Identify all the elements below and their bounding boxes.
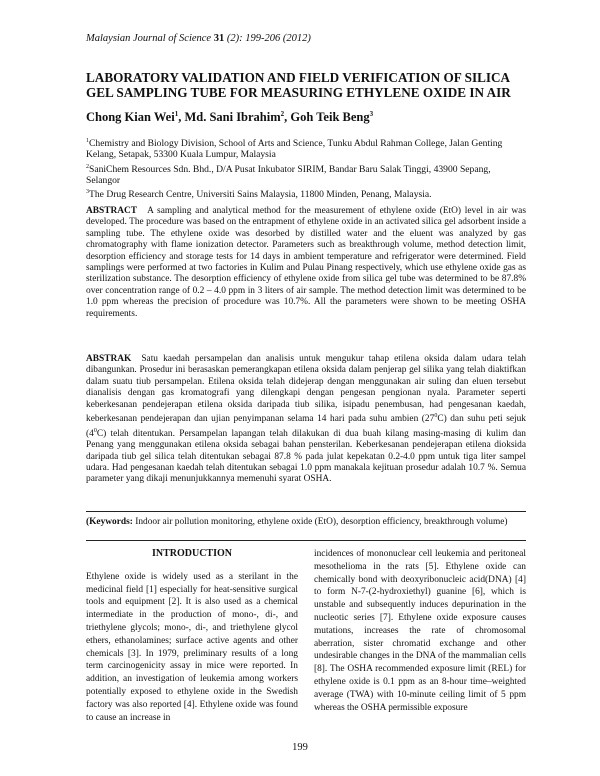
paper-title: LABORATORY VALIDATION AND FIELD VERIFICATION OF SILICA GEL SAMPLING TUBE FOR MEASURING ETHYLENE OXIDE IN AIR [86, 70, 511, 100]
abstrak-label: ABSTRAK [86, 354, 132, 364]
abstract-text: A sampling and analytical method for the measurement of ethylene oxide (EtO) level in air was developed. The procedure was based on the entrapment of ethylene oxide in an activated silica gel adsorbent inside a sampling tube. The ethylene oxide was desorbed by distilled water and the eluent was analyzed by gas chromatography with flame ionization detector. Parameters such as breakthrough volume, method detection limit, desorption efficiency and storage tests for 14 days in ambient temperature and refrigerator were determined. Field samplings were performed at two factories in Kulim and Pulau Pinang respectively, which use ethylene oxide gas as sterilization substance. The desorption efficiency of ethylene oxide from silica gel tube was determined to be 87.8% over concentration range of 0.2 – 4.0 ppm in 3 liters of air sample. The method detection limit was determined to be 1.0 ppm whereas the precision of procedure was 10.7%. All the parameters were shown to be meeting OSHA requirements. [86, 206, 526, 319]
author-name: Chong Kian Wei [86, 110, 175, 125]
keywords-label: (Keywords: [86, 517, 133, 527]
abstract-label: ABSTRACT [86, 206, 138, 216]
affiliations [86, 136, 526, 202]
affiliation: $^3$The Drug Research Centre, Universiti Sains Malaysia, 11800 Minden, Penang, Malaysia. [86, 189, 432, 201]
keywords [86, 517, 526, 528]
keywords-text: Indoor air pollution monitoring, ethylene oxide (EtO), desorption efficiency, breakthrough volume) [135, 517, 508, 527]
journal-header [86, 33, 311, 44]
affiliation: $^2$SaniChem Resources Sdn. Bhd., D/A Pusat Inkubator SIRIM, Bandar Baru Salak Tinggi, 43900 Sepang, Selangor [86, 163, 491, 186]
journal-volume: 31 [213, 33, 225, 44]
intro-right-column [314, 548, 526, 714]
author-sup: 3 [369, 110, 374, 118]
keywords-bottom-rule [86, 540, 526, 541]
journal-issue-pages: (2): 199-206 (2012) [226, 33, 311, 44]
abstrak: ABSTRAK Satu kaedah persampelan dan analisis untuk mengukur tahap etilena oksida dalam udara telah dibangunkan. Prosedur ini berasaskan pemerangkapan etilena oksida dalam penjerap gel silika yang telah diaktifkan dalam suatu tiub persampelan. Etilena oksida telah didejerap dengan menggunakan air suling dan eluen tersebut dianalisis dengan gas kromatografi yang dilengkapi dengan pengesan pengionan nyala. Parameter seperti keberkesanan pendejerapan etilena oksida daripada tiub silika, isipadu penembusan, had pengesanan kaedah, keberkesanan pendejerapan dan ujian penyimpanan selama 14 hari pada suhu ambien $(27^0C)$ dan suhu peti sejuk $(4^0C)$ telah ditentukan. Persampelan lapangan telah dilakukan di dua buah kilang masing-masing di kulim dan Penang yang menggunakan etilena oksida sebagai bahan pensterilan. Keberkesanan pendejerapan etilena dioksida daripada tiub gel silica telah ditentukan sebagai 87.8 % pada julat kepekatan 0.2-4.0 ppm untuk tiga liter sampel udara. Had pengesanan kaedah telah ditentukan sebagai 1.0 ppm manakala kejituan prosedur adalah 10.7 %. Semua parameter yang dikaji menunjukkannya memenuhi syarat OSHA. [86, 354, 526, 485]
keywords-top-rule [86, 511, 526, 512]
intro-text-left: Ethylene oxide is widely used as a sterilant in the medicinal field [1] especially for heat-sensitive surgical tools and equipment [2]. It is also used as a chemical intermediate in the production of mono-, di-, and triethylene glycols; mono-, di-, and triethylene glycol ethers, ethanolamines; surface active agents and other chemicals [3]. In 1979, preliminary results of a long term carcinogenicity assay in mice were reported. In addition, an investigation of leukemia among workers potentially exposed to ethylene oxide in the Swedish factory was also reported [4]. Ethylene oxide was found to cause an increase in [86, 571, 298, 723]
author-sup: 1 [174, 110, 179, 118]
intro-left-column [86, 548, 298, 724]
journal-name: Malaysian Journal of Science [86, 33, 212, 44]
page-number: 199 [292, 742, 308, 753]
affiliation: $^1$Chemistry and Biology Division, School of Arts and Science, Tunku Abdul Rahman College, Jalan Genting Kelang, Setapak, 53300 Kuala Lumpur, Malaysia [86, 138, 503, 161]
author-name: Md. Sani Ibrahim [184, 110, 281, 125]
intro-text-right: incidences of mononuclear cell leukemia and peritoneal mesothelioma in the rats [5]. Ethylene oxide can chemically bond with deoxyribonucleic acid(DNA) [4] to form N-7-(2-hydroxiethyl) guanine [6], which is unstable and subsequently induces depurination in the nucleotic series [7]. Ethylene oxide exposure causes mutations, increases the rate of chromosomal aberration, sister chromatid exchange and other undesirable changes in the DNA of the mammalian cells [8]. The OSHA recommended exposure limit (REL) for ethylene oxide is 0.1 ppm as an 8-hour time–weighted average (TWA) with 10-minute ceiling limit of 5 ppm whereas the OSHA permissible exposure [314, 549, 526, 713]
author-name: Goh Teik Beng [290, 110, 370, 125]
author-list: Chong Kian Wei$^1$, Md. Sani Ibrahim$^2$, Goh Teik Beng$^3$ [86, 110, 374, 125]
author-sup: 2 [280, 110, 285, 118]
abstract [86, 206, 526, 320]
section-heading: INTRODUCTION [151, 548, 232, 559]
